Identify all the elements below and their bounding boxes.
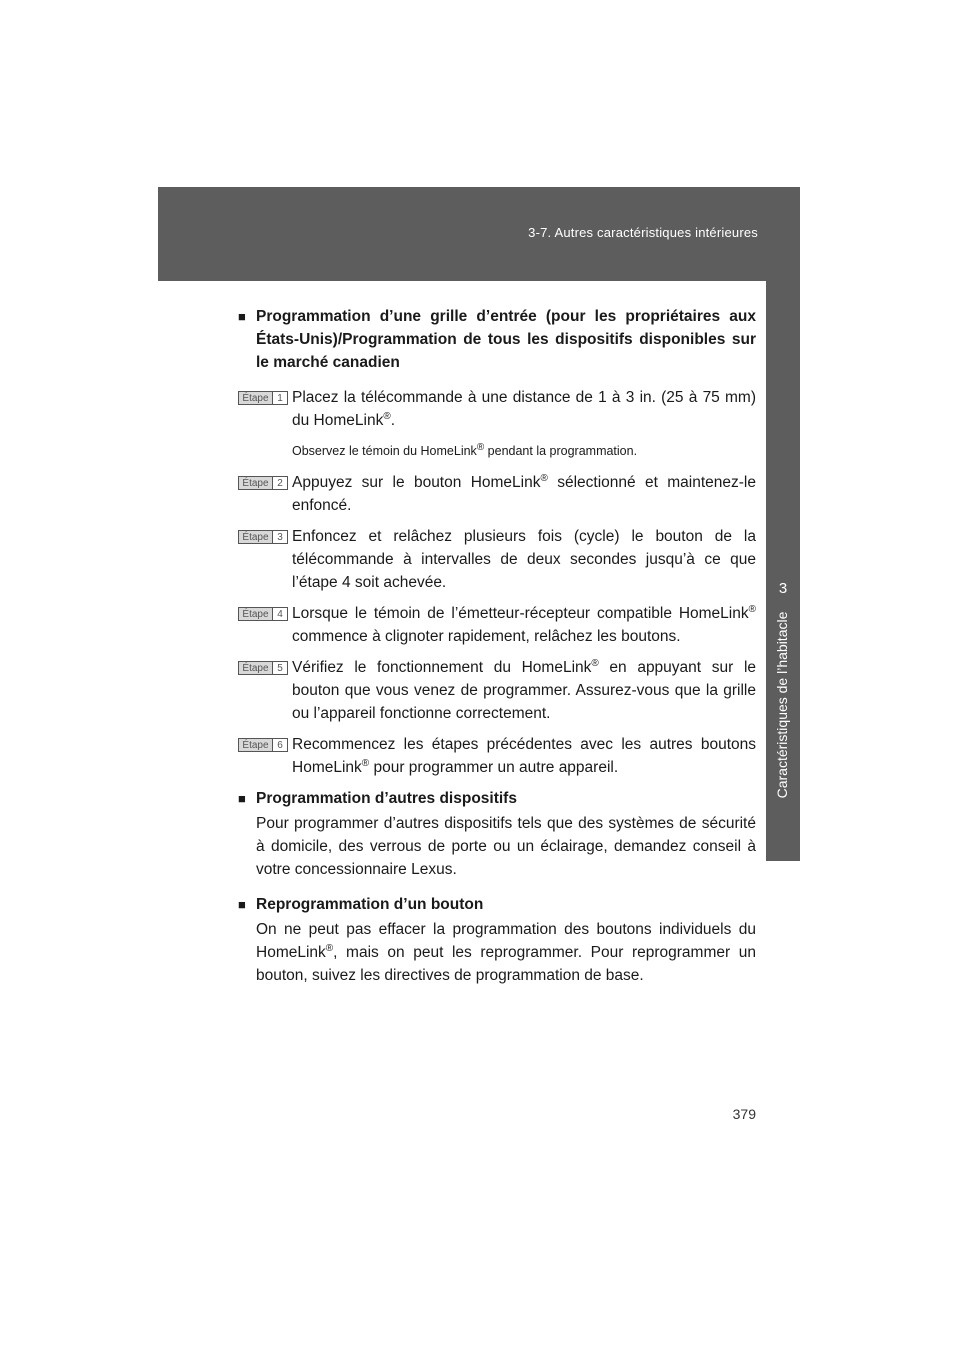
heading-text: Reprogrammation d’un bouton xyxy=(256,896,484,913)
chapter-number: 3 xyxy=(778,580,788,597)
chapter-section-title: 3-7. Autres caractéristiques intérieures xyxy=(528,225,758,240)
section-heading-gate-programming xyxy=(238,305,756,374)
registered-mark: ® xyxy=(361,757,370,769)
step-1 xyxy=(238,386,756,463)
step-text: Appuyez sur le bouton HomeLink® sélectionné et maintenez-le enfoncé. xyxy=(292,472,756,514)
chapter-header-bar xyxy=(158,187,800,281)
step-2 xyxy=(238,471,756,517)
step-text: Lorsque le témoin de l’émetteur-récepteur compatible HomeLink® commence à clignoter rapidement, relâchez les boutons. xyxy=(292,603,756,645)
square-bullet-icon: ■ xyxy=(238,897,246,912)
step-5 xyxy=(238,656,756,725)
step-text: Vérifiez le fonctionnement du HomeLink® en appuyant sur le bouton que vous venez de programmer. Assurez-vous que la grille ou l’appareil fonctionne correctement. xyxy=(292,657,757,722)
section-body: Pour programmer d’autres dispositifs tels que des systèmes de sécurité à domicile, des verrous de porte ou un éclairage, demandez conseil à votre concessionnaire Lexus. xyxy=(256,815,756,878)
page-content xyxy=(238,305,756,987)
section-body: On ne peut pas effacer la programmation des boutons individuels du HomeLink®, mais on peut les reprogrammer. Pour reprogrammer un bouton, suivez les directives de programmation de base. xyxy=(256,921,756,984)
step-badge: Étape 6 xyxy=(238,738,288,752)
registered-mark: ® xyxy=(476,441,485,453)
section-other-devices xyxy=(238,787,756,881)
step-text: Enfoncez et relâchez plusieurs fois (cycle) le bouton de la télécommande à intervalles de deux secondes jusqu’à ce que l’étape 4 soit achevée. xyxy=(292,528,756,591)
step-badge: Étape 2 xyxy=(238,476,288,490)
registered-mark: ® xyxy=(591,657,599,669)
chapter-side-tab xyxy=(766,281,800,861)
heading-text: Programmation d’autres dispositifs xyxy=(256,790,517,807)
step-badge: Étape 1 xyxy=(238,391,288,405)
step-badge: Étape 5 xyxy=(238,661,288,675)
registered-mark: ® xyxy=(383,410,391,422)
step-3 xyxy=(238,525,756,594)
step-text: Placez la télécommande à une distance de 1 à 3 in. (25 à 75 mm) du HomeLink®. Observez le témoin du HomeLink® pendant la programmation. xyxy=(292,386,756,463)
step-badge: Étape 4 xyxy=(238,607,288,621)
section-heading-other-devices xyxy=(238,787,756,810)
registered-mark: ® xyxy=(325,942,334,954)
section-heading-reprogramming xyxy=(238,893,756,916)
step-note: Observez le témoin du HomeLink® pendant la programmation. xyxy=(292,441,638,458)
step-6 xyxy=(238,733,756,779)
square-bullet-icon: ■ xyxy=(238,791,246,806)
chapter-label: Caractéristiques de l’habitacle xyxy=(774,611,790,799)
page-number: 379 xyxy=(732,1106,756,1122)
square-bullet-icon: ■ xyxy=(238,309,246,324)
heading-text: Programmation d’une grille d’entrée (pour les propriétaires aux États-Unis)/Programmation de tous les dispositifs disponibles sur le marché canadien xyxy=(256,308,756,371)
registered-mark: ® xyxy=(748,603,756,615)
step-badge: Étape 3 xyxy=(238,530,288,544)
step-4 xyxy=(238,602,756,648)
section-reprogramming xyxy=(238,893,756,987)
step-text: Recommencez les étapes précédentes avec les autres boutons HomeLink® pour programmer un autre appareil. xyxy=(292,736,756,776)
registered-mark: ® xyxy=(540,472,548,484)
